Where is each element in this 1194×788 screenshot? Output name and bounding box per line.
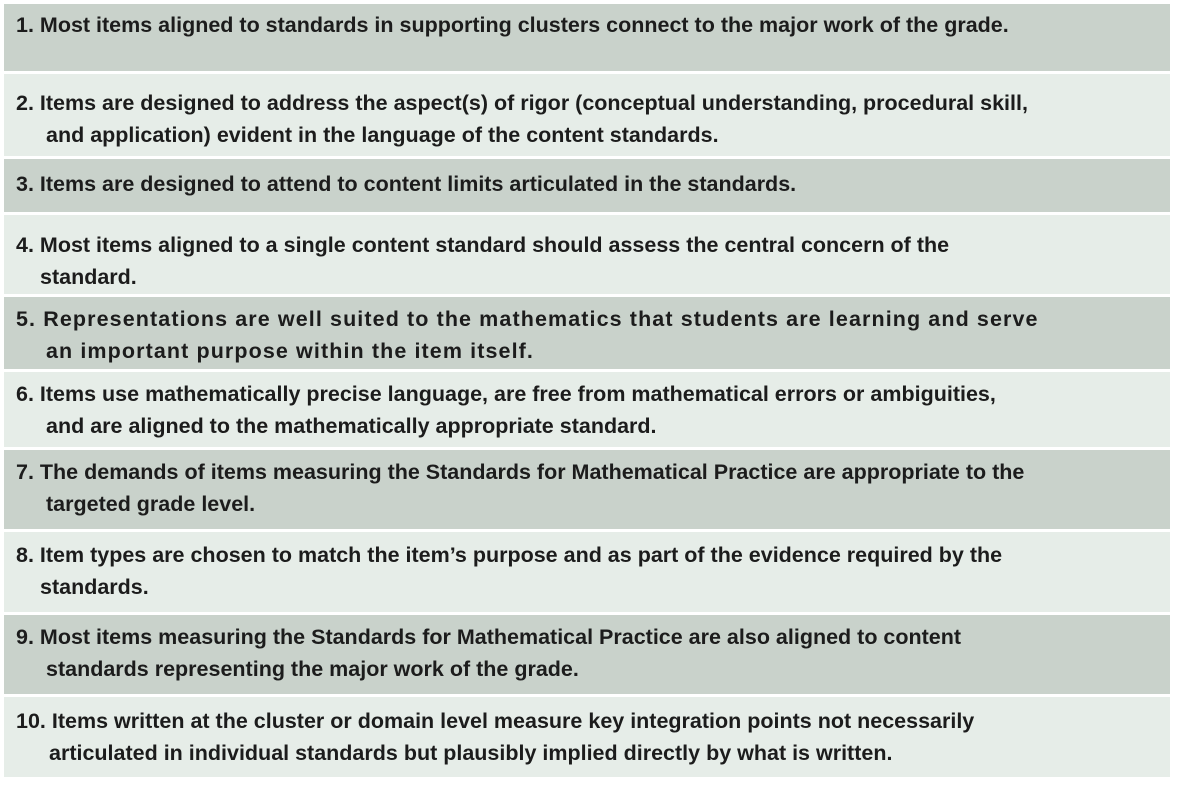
criterion-number: 7. <box>16 460 40 484</box>
criterion-number: 5. <box>16 307 44 331</box>
criterion-number: 8. <box>16 543 40 567</box>
criterion-number: 6. <box>16 382 40 406</box>
criterion-number: 3. <box>16 172 40 196</box>
criterion-text: Most items aligned to standards in supporting clusters connect to the major work of the grade. <box>39 13 1009 37</box>
criterion-number: 10. <box>16 709 52 733</box>
criterion-number: 9. <box>16 625 40 649</box>
criteria-row-4 <box>4 215 1170 294</box>
criterion-text-continued: articulated in individual standards but plausibly implied directly by what is written. <box>49 741 893 765</box>
criterion-number: 1. <box>16 13 40 37</box>
criterion-text-continued: standards. <box>40 575 149 599</box>
criterion-text-continued: targeted grade level. <box>46 492 256 516</box>
criterion-text: Items are designed to attend to content limits articulated in the standards. <box>39 172 797 196</box>
criteria-row-2 <box>4 74 1170 156</box>
criterion-text: The demands of items measuring the Standards for Mathematical Practice are appropriate to the <box>39 460 1025 484</box>
criterion-text: Items are designed to address the aspect(s) of rigor (conceptual understanding, procedural skill, <box>39 91 1028 115</box>
criteria-row-9 <box>4 615 1170 694</box>
criterion-text-continued: standards representing the major work of the grade. <box>46 657 579 681</box>
criteria-row-10 <box>4 697 1170 777</box>
criterion-text-continued: an important purpose within the item itself. <box>46 339 534 363</box>
criterion-text: Items use mathematically precise language, are free from mathematical errors or ambiguities, <box>39 382 996 406</box>
criterion-text: Most items measuring the Standards for Mathematical Practice are also aligned to content <box>39 625 962 649</box>
criterion-number: 4. <box>16 233 40 257</box>
criterion-text-continued: standard. <box>40 265 137 289</box>
criterion-number: 2. <box>16 91 40 115</box>
criteria-row-8 <box>4 532 1170 612</box>
criteria-row-1 <box>4 4 1170 71</box>
criterion-text: Item types are chosen to match the item’s purpose and as part of the evidence required by the <box>39 543 1003 567</box>
criteria-row-7 <box>4 450 1170 529</box>
criteria-row-3 <box>4 159 1170 212</box>
criterion-text: Items written at the cluster or domain level measure key integration points not necessarily <box>51 709 975 733</box>
criteria-row-6 <box>4 372 1170 447</box>
criterion-text: Most items aligned to a single content standard should assess the central concern of the <box>39 233 950 257</box>
criteria-table <box>4 4 1170 780</box>
criterion-text-continued: and application) evident in the language of the content standards. <box>46 123 719 147</box>
criteria-row-5 <box>4 297 1170 369</box>
criterion-text: Representations are well suited to the mathematics that students are learning and serve <box>43 307 1039 331</box>
criterion-text-continued: and are aligned to the mathematically appropriate standard. <box>46 414 657 438</box>
